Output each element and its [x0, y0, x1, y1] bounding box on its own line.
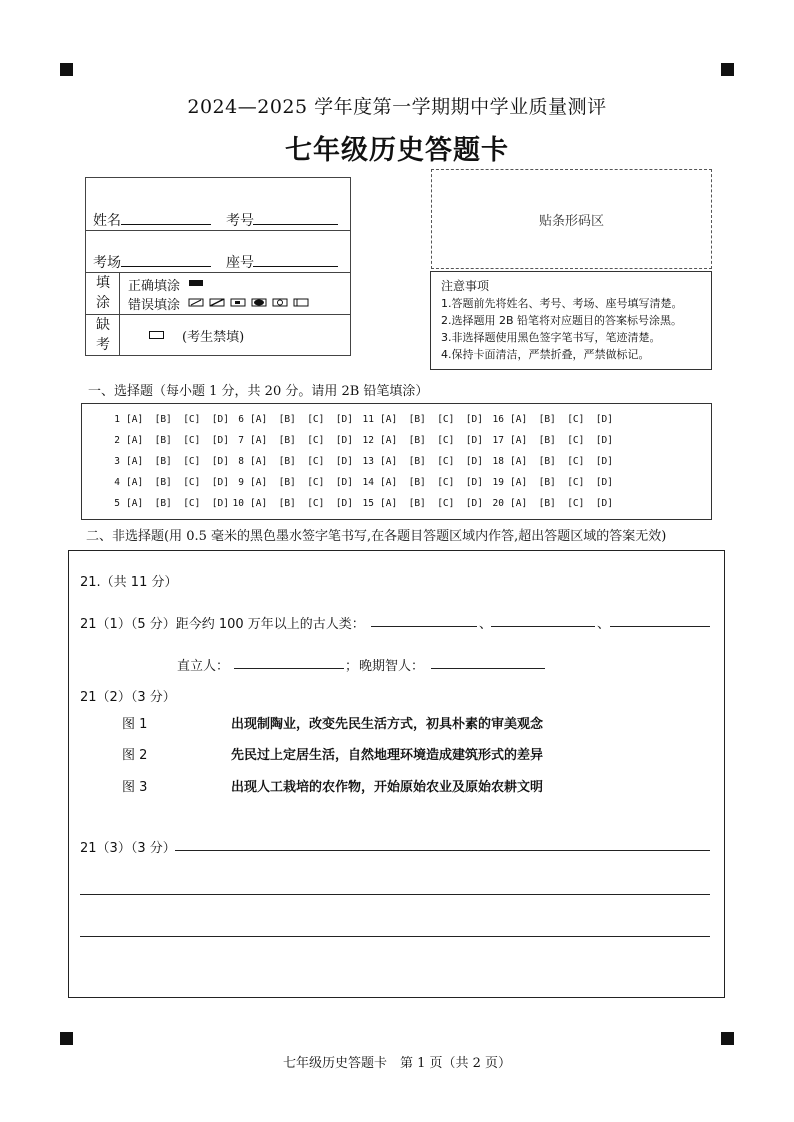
mcq-number: 9 [238, 477, 244, 488]
mcq-number: 19 [492, 477, 504, 488]
absent-label-1: 缺 [96, 317, 110, 333]
exam-no-field[interactable] [253, 210, 338, 225]
mcq-question-17 [486, 435, 613, 446]
section1-heading: 一、选择题（每小题 1 分，共 20 分。请用 2B 铅笔填涂） [88, 384, 429, 399]
mcq-options[interactable]: [A] [B] [C] [D] [510, 456, 613, 467]
mcq-options[interactable]: [A] [B] [C] [D] [380, 498, 483, 509]
mcq-options[interactable]: [A] [B] [C] [D] [380, 414, 483, 425]
info-row-room [86, 230, 350, 273]
answer-area-q21 [68, 550, 725, 998]
mcq-question-4 [102, 477, 229, 488]
registration-mark-top-right [721, 63, 734, 76]
mcq-number: 20 [492, 498, 504, 509]
q21-part3-line-2[interactable] [80, 881, 710, 895]
mcq-number: 11 [362, 414, 374, 425]
absent-checkbox[interactable] [149, 331, 164, 339]
mcq-question-3 [102, 456, 229, 467]
figure-2-answer: 先民过上定居生活，自然地理环境造成建筑形式的差异 [231, 748, 544, 763]
mcq-options[interactable]: [A] [B] [C] [D] [250, 456, 353, 467]
figure-3-answer: 出现人工栽培的农作物，开始原始农业及原始农耕文明 [231, 780, 544, 795]
mcq-number: 1 [114, 414, 120, 425]
fill-label-1: 填 [96, 275, 110, 291]
name-field[interactable] [121, 210, 211, 225]
mcq-number: 15 [362, 498, 374, 509]
note-item: 3.非选择题使用黑色签字笔书写，笔迹清楚。 [441, 331, 661, 344]
mcq-question-14 [356, 477, 483, 488]
mcq-options[interactable]: [A] [B] [C] [D] [126, 435, 229, 446]
mcq-question-18 [486, 456, 613, 467]
mcq-number: 17 [492, 435, 504, 446]
mcq-number: 6 [238, 414, 244, 425]
mcq-question-6 [226, 414, 353, 425]
mcq-options[interactable]: [A] [B] [C] [D] [380, 477, 483, 488]
q21-part3-label: 21（3）（3 分） [80, 841, 176, 856]
figure-3-label: 图 3 [122, 780, 148, 795]
seat-field[interactable] [253, 252, 338, 267]
mcq-options[interactable]: [A] [B] [C] [D] [510, 498, 613, 509]
absent-label-2: 考 [96, 337, 110, 353]
mcq-question-16 [486, 414, 613, 425]
mcq-options[interactable]: [A] [B] [C] [D] [250, 414, 353, 425]
mcq-options[interactable]: [A] [B] [C] [D] [380, 435, 483, 446]
answer-sheet-title: 七年级历史答题卡 [285, 135, 509, 166]
room-label: 考场 [93, 255, 121, 271]
mcq-number: 14 [362, 477, 374, 488]
semicolon: ； [345, 659, 359, 674]
mcq-number: 13 [362, 456, 374, 467]
seat-label: 座号 [226, 255, 254, 271]
mcq-options[interactable]: [A] [B] [C] [D] [126, 477, 229, 488]
mcq-question-5 [102, 498, 229, 509]
mcq-options[interactable]: [A] [B] [C] [D] [126, 414, 229, 425]
room-field[interactable] [121, 252, 211, 267]
registration-mark-bottom-right [721, 1032, 734, 1045]
q21-title: 21.（共 11 分） [80, 575, 178, 590]
mcq-number: 10 [232, 498, 244, 509]
figure-2-label: 图 2 [122, 748, 148, 763]
wrong-fill-samples [188, 298, 318, 308]
absent-note: (考生禁填) [182, 330, 245, 345]
registration-mark-top-left [60, 63, 73, 76]
mcq-question-9 [226, 477, 353, 488]
mcq-question-8 [226, 456, 353, 467]
mcq-number: 16 [492, 414, 504, 425]
registration-mark-bottom-left [60, 1032, 73, 1045]
separator: 、 [479, 617, 493, 632]
q21-part1-blank-1[interactable] [371, 613, 477, 627]
mcq-number: 5 [114, 498, 120, 509]
fill-example-row [86, 272, 350, 315]
q21-part1-label: 21（1）（5 分）距今约 100 万年以上的古人类： [80, 617, 365, 632]
mcq-options[interactable]: [A] [B] [C] [D] [250, 435, 353, 446]
info-row-name [86, 178, 350, 231]
mcq-number: 3 [114, 456, 120, 467]
figure-1-answer: 出现制陶业，改变先民生活方式，初具朴素的审美观念 [231, 717, 544, 732]
q21-part2-label: 21（2）（3 分） [80, 690, 176, 705]
correct-fill-sample [189, 280, 203, 286]
q21-part1-blank-3[interactable] [610, 613, 710, 627]
mcq-number: 18 [492, 456, 504, 467]
mcq-number: 8 [238, 456, 244, 467]
late-sapiens-blank[interactable] [431, 655, 545, 669]
q21-part3-line-1[interactable] [175, 837, 710, 851]
section2-heading: 二、非选择题(用 0.5 毫米的黑色墨水签字笔书写,在各题目答题区域内作答,超出答题区域的答案无效) [86, 529, 667, 544]
mcq-question-13 [356, 456, 483, 467]
barcode-label: 贴条形码区 [538, 214, 604, 229]
mcq-number: 2 [114, 435, 120, 446]
correct-fill-label: 正确填涂 [128, 279, 181, 294]
mcq-options[interactable]: [A] [B] [C] [D] [510, 414, 613, 425]
figure-1-label: 图 1 [122, 717, 148, 732]
homo-erectus-blank[interactable] [234, 655, 344, 669]
page-footer: 七年级历史答题卡 第 1 页（共 2 页） [282, 1056, 512, 1071]
absent-row [86, 314, 350, 355]
notes-title: 注意事项 [441, 279, 490, 293]
mcq-options[interactable]: [A] [B] [C] [D] [126, 498, 229, 509]
candidate-info-box [85, 177, 351, 356]
note-item: 2.选择题用 2B 铅笔将对应题目的答案标号涂黑。 [441, 314, 683, 327]
mcq-question-2 [102, 435, 229, 446]
homo-erectus-label: 直立人： [177, 659, 230, 674]
mcq-question-12 [356, 435, 483, 446]
q21-part3-line-3[interactable] [80, 923, 710, 937]
exam-title: 2024—2025 学年度第一学期期中学业质量测评 [187, 96, 607, 118]
mcq-number: 12 [362, 435, 374, 446]
mcq-question-20 [486, 498, 613, 509]
late-sapiens-label: 晚期智人： [359, 659, 425, 674]
note-item: 4.保持卡面清洁，严禁折叠，严禁做标记。 [441, 348, 650, 361]
notes-box [430, 271, 712, 370]
q21-part1-blank-2[interactable] [491, 613, 595, 627]
mcq-question-11 [356, 414, 483, 425]
barcode-area [431, 169, 712, 269]
multiple-choice-grid [81, 403, 712, 520]
mcq-question-1 [102, 414, 229, 425]
mcq-question-7 [226, 435, 353, 446]
mcq-options[interactable]: [A] [B] [C] [D] [250, 498, 353, 509]
mcq-question-19 [486, 477, 613, 488]
mcq-question-15 [356, 498, 483, 509]
mcq-question-10 [226, 498, 353, 509]
mcq-number: 4 [114, 477, 120, 488]
mcq-options[interactable]: [A] [B] [C] [D] [250, 477, 353, 488]
name-label: 姓名 [93, 213, 121, 229]
exam-no-label: 考号 [226, 213, 254, 229]
fill-label-2: 涂 [96, 295, 110, 311]
mcq-options[interactable]: [A] [B] [C] [D] [380, 456, 483, 467]
mcq-number: 7 [238, 435, 244, 446]
mcq-options[interactable]: [A] [B] [C] [D] [510, 435, 613, 446]
note-item: 1.答题前先将姓名、考号、考场、座号填写清楚。 [441, 297, 683, 310]
mcq-options[interactable]: [A] [B] [C] [D] [510, 477, 613, 488]
separator: 、 [597, 617, 611, 632]
wrong-fill-label: 错误填涂 [128, 298, 181, 313]
mcq-options[interactable]: [A] [B] [C] [D] [126, 456, 229, 467]
